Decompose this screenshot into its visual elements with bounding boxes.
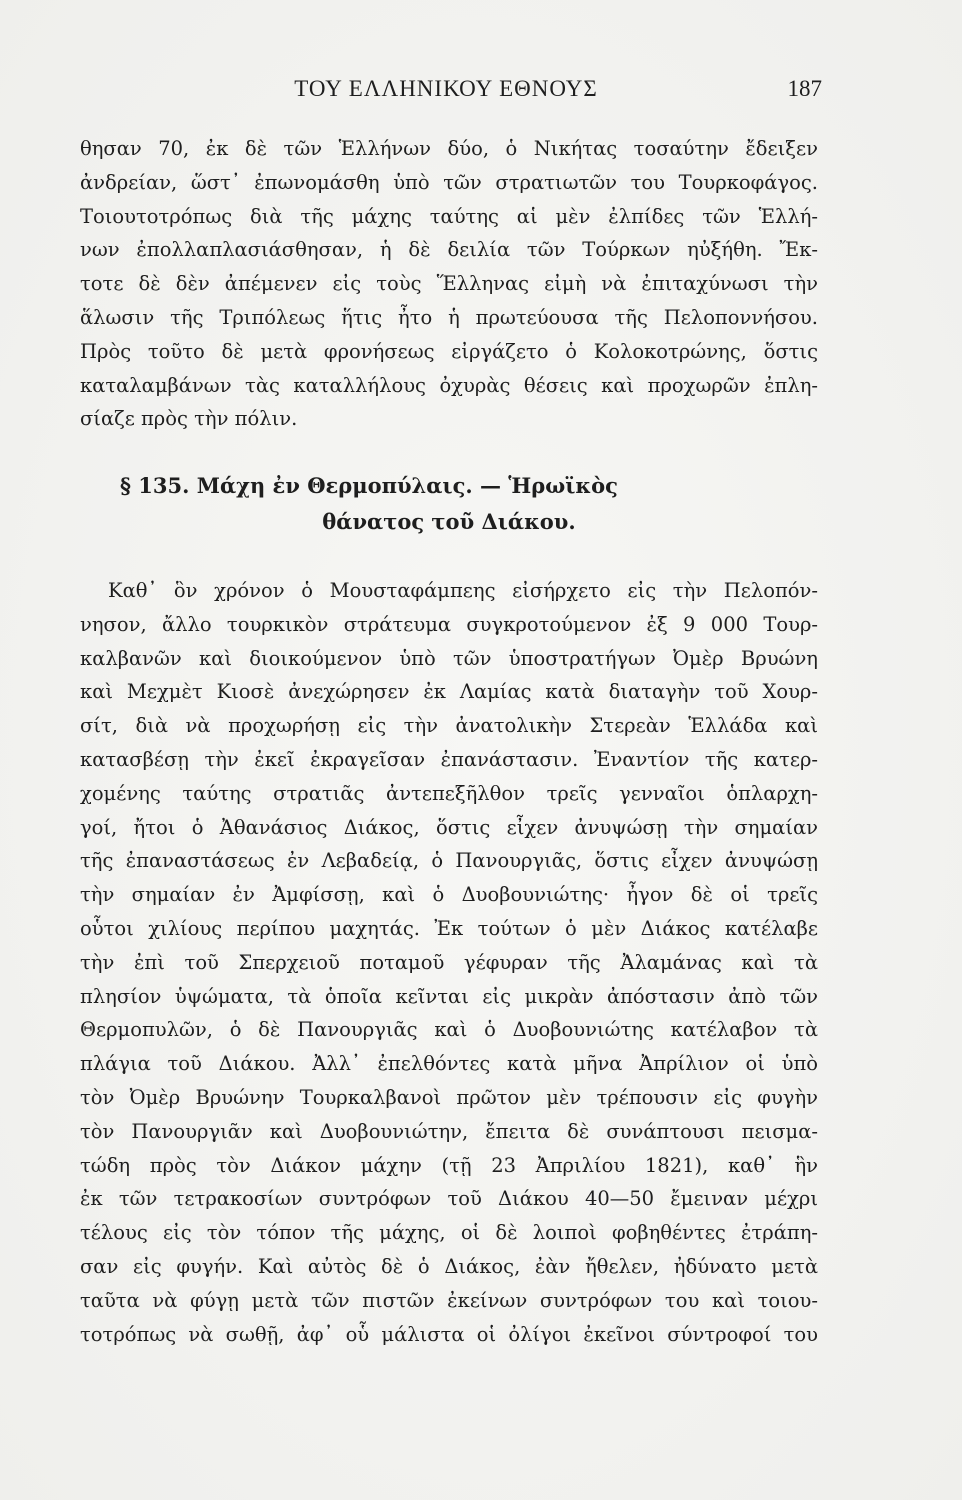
text-line: ἀνδρείαν, ὥστ᾽ ἐπωνομάσθη ὑπὸ τῶν στρατιωτῶν του Τουρκοφάγος. (80, 170, 818, 194)
text-line: ἅλωσιν τῆς Τριπόλεως ἥτις ἦτο ἡ πρωτεύουσα τῆς Πελοποννήσου. (80, 305, 818, 329)
text-line: νων ἐπολλαπλασιάσθησαν, ἡ δὲ δειλία τῶν Τούρκων ηὐξήθη. Ἔκ- (80, 238, 818, 262)
text-line: ἐκ τῶν τετρακοσίων συντρόφων τοῦ Διάκου 40—50 ἔμειναν μέχρι (80, 1187, 818, 1211)
section-heading-line-2: θάνατος τοῦ Διάκου. (322, 509, 576, 534)
text-line: καὶ Μεχμὲτ Κιοσὲ ἀνεχώρησεν ἐκ Λαμίας κατὰ διαταγὴν τοῦ Χουρ- (80, 680, 818, 704)
text-line: τὸν Πανουργιᾶν καὶ Δυοβουνιώτην, ἔπειτα δὲ συνάπτουσι πεισμα- (80, 1119, 818, 1143)
text-line: σίτ, διὰ νὰ προχωρήσῃ εἰς τὴν ἀνατολικὴν Στερεὰν Ἑλλάδα καὶ (80, 714, 818, 738)
text-line: πλησίον ὑψώματα, τὰ ὁποῖα κεῖνται εἰς μικρὰν ἀπόστασιν ἀπὸ τῶν (80, 984, 818, 1008)
text-line: τὴν σημαίαν ἐν Ἀμφίσσῃ, καὶ ὁ Δυοβουνιώτης· ἦγον δὲ οἱ τρεῖς (80, 883, 818, 907)
text-line: τώδη πρὸς τὸν Διάκον μάχην (τῇ 23 Ἀπριλίου 1821), καθ᾽ ἣν (80, 1153, 818, 1177)
text-line: θησαν 70, ἐκ δὲ τῶν Ἑλλήνων δύο, ὁ Νικήτας τοσαύτην ἔδειξεν (80, 137, 818, 160)
text-line: σίαζε πρὸς τὴν πόλιν. (80, 407, 298, 431)
text-line: Πρὸς τοῦτο δὲ μετὰ φρονήσεως εἰργάζετο ὁ Κολοκοτρώνης, ὅστις (80, 339, 818, 363)
page-number: 187 (787, 76, 822, 101)
text-line: τὴν ἐπὶ τοῦ Σπερχειοῦ ποταμοῦ γέφυραν τῆς Ἀλαμάνας καὶ τὰ (80, 950, 818, 974)
text-line: ταῦτα νὰ φύγῃ μετὰ τῶν πιστῶν ἐκείνων συντρόφων του καὶ τοιου- (80, 1288, 818, 1312)
text-line: τὸν Ὀμὲρ Βρυώνην Τουρκαλβανοὶ πρῶτον μὲν τρέπουσιν εἰς φυγὴν (80, 1085, 818, 1109)
text-line: Τοιουτοτρόπως διὰ τῆς μάχης ταύτης αἱ μὲν ἐλπίδες τῶν Ἑλλή- (80, 204, 818, 228)
text-line: τέλους εἰς τὸν τόπον τῆς μάχης, οἱ δὲ λοιποὶ φοβηθέντες ἐτράπη- (80, 1221, 818, 1245)
section-heading (80, 468, 818, 540)
paragraph-main (80, 574, 818, 1351)
running-title: ΤΟΥ ΕΛΛΗΝΙΚΟΥ ΕΘΝΟΥΣ (294, 76, 598, 101)
text-line: Θερμοπυλῶν, ὁ δὲ Πανουργιᾶς καὶ ὁ Δυοβουνιώτης κατέλαβον τὰ (80, 1018, 818, 1042)
text-line: νησον, ἄλλο τουρκικὸν στράτευμα συγκροτούμενον ἐξ 9 000 Τουρ- (80, 612, 818, 636)
text-line: τῆς ἐπαναστάσεως ἐν Λεβαδείᾳ, ὁ Πανουργιᾶς, ὅστις εἶχεν ἀνυψώσῃ (80, 849, 818, 873)
text-line: χομένης ταύτης στρατιᾶς ἀντεπεξῆλθον τρεῖς γενναῖοι ὁπλαρχη- (80, 781, 818, 805)
text-line: πλάγια τοῦ Διάκου. Ἀλλ᾽ ἐπελθόντες κατὰ μῆνα Ἀπρίλιον οἱ ὑπὸ (80, 1052, 818, 1076)
text-line: οὗτοι χιλίους περίπου μαχητάς. Ἐκ τούτων ὁ μὲν Διάκος κατέλαβε (80, 916, 818, 940)
text-line: σαν εἰς φυγήν. Καὶ αὐτὸς δὲ ὁ Διάκος, ἐὰν ἤθελεν, ἠδύνατο μετὰ (80, 1254, 818, 1278)
text-line: καταλαμβάνων τὰς καταλλήλους ὀχυρὰς θέσεις καὶ προχωρῶν ἐπλη- (80, 373, 818, 397)
text-line: Καθ᾽ ὃν χρόνον ὁ Μουσταφάμπεης εἰσήρχετο εἰς τὴν Πελοπόν- (108, 579, 818, 602)
running-header (70, 72, 822, 106)
text-line: γοί, ἤτοι ὁ Ἀθανάσιος Διάκος, ὅστις εἶχεν ἀνυψώσῃ τὴν σημαίαν (80, 815, 818, 839)
text-line: τοτε δὲ δὲν ἀπέμενεν εἰς τοὺς Ἕλληνας εἰμὴ νὰ ἐπιταχύνωσι τὴν (80, 272, 818, 296)
section-heading-line-1: § 135. Μάχη ἐν Θερμοπύλαις. — Ἡρωϊκὸς (120, 473, 618, 498)
text-line: τοτρόπως νὰ σωθῇ, ἀφ᾽ οὗ μάλιστα οἱ ὀλίγοι ἐκεῖνοι σύντροφοί του (80, 1322, 818, 1346)
text-line: κατασβέσῃ τὴν ἐκεῖ ἐκραγεῖσαν ἐπανάστασιν. Ἐναντίον τῆς κατερ- (80, 747, 818, 771)
text-line: καλβανῶν καὶ διοικούμενον ὑπὸ τῶν ὑποστρατήγων Ὀμὲρ Βρυώνη (80, 646, 818, 670)
paragraph-top (80, 132, 818, 436)
